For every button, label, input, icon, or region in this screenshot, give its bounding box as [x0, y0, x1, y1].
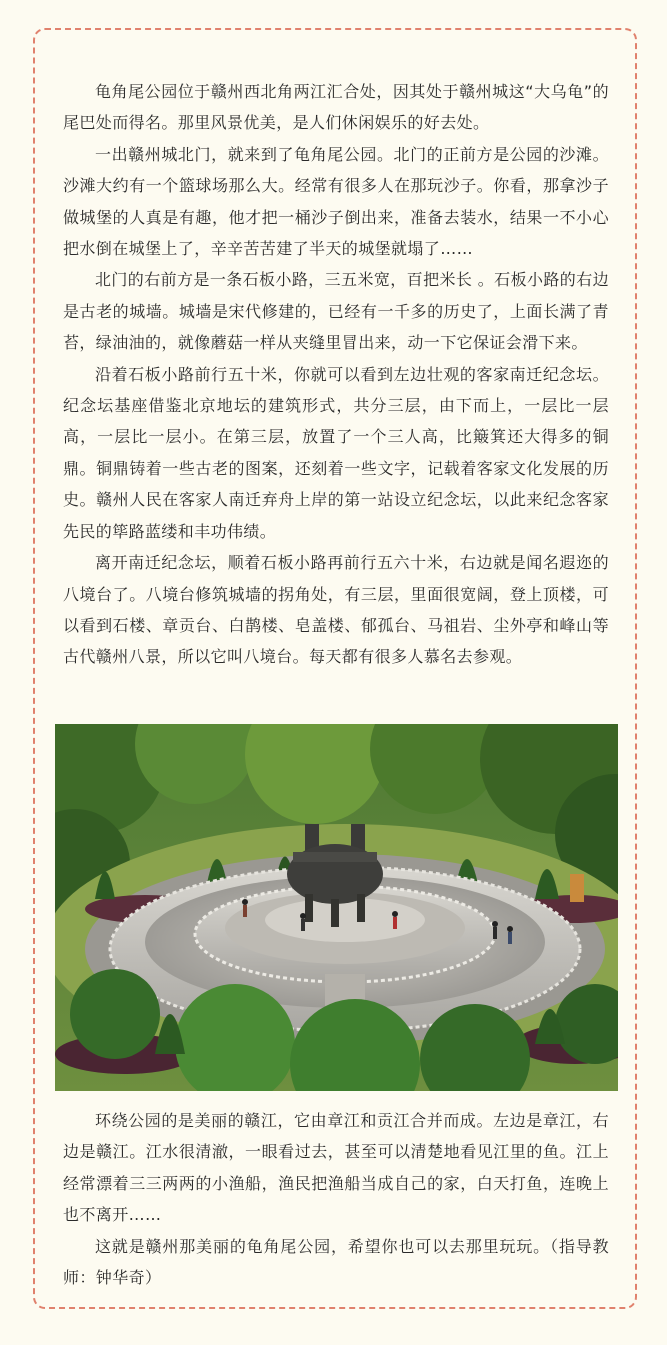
paragraph-conclusion: 这就是赣州那美丽的龟角尾公园，希望你也可以去那里玩玩。（指导教师：钟华奇） — [63, 1236, 609, 1288]
paragraph-beach: 一出赣州城北门，就来到了龟角尾公园。北门的正前方是公园的沙滩。沙滩大约有一个篮球场那么大。经常有很多人在那玩沙子。你看，那拿沙子做城堡的人真是有趣，他才把一桶沙子倒出来，准备去装水，结果一不小心把水倒在城堡上了，辛辛苦苦建了半天的城堡就塌了…… — [63, 144, 609, 259]
article-body-bottom — [63, 1105, 609, 1293]
paragraph-stone-path: 北门的右前方是一条石板小路，三五米宽，百把米长 。石板小路的右边是古老的城墙。城墙是宋代修建的，已经有一千多的历史了，上面长满了青苔，绿油油的，就像蘑菇一样从夹缝里冒出来，动一下它保证会滑下来。 — [63, 270, 609, 353]
paragraph-memorial-altar: 沿着石板小路前行五十米，你就可以看到左边壮观的客家南迁纪念坛。纪念坛基座借鉴北京地坛的建筑形式，共分三层，由下而上，一层比一层高，一层比一层小。在第三层，放置了一个三人高，比簸箕还大得多的铜鼎。铜鼎铸着一些古老的图案，还刻着一些文字，记载着客家文化发展的历史。赣州人民在客家人南迁弃舟上岸的第一站设立纪念坛，以此来纪念客家先民的筚路蓝缕和丰功伟绩。 — [63, 364, 609, 541]
paragraph-bajing-tower: 离开南迁纪念坛，顺着石板小路再前行五六十米，右边就是闻名遐迩的八境台了。八境台修筑城墙的拐角处，有三层，里面很宽阔，登上顶楼，可以看到石楼、章贡台、白鹊楼、皂盖楼、郁孤台、马祖岩、尘外亭和峰山等古代赣州八景，所以它叫八境台。每天都有很多人慕名去参观。 — [63, 553, 609, 667]
paragraph-intro: 龟角尾公园位于赣州西北角两江汇合处，因其处于赣州城这“大乌龟”的尾巴处而得名。那里风景优美，是人们休闲娱乐的好去处。 — [63, 82, 609, 133]
park-photo — [55, 724, 618, 1091]
article-body-top — [63, 76, 609, 673]
paragraph-ganjiang-river: 环绕公园的是美丽的赣江，它由章江和贡江合并而成。左边是章江，右边是赣江。江水很清澈，一眼看过去，甚至可以清楚地看见江里的鱼。江上经常漂着三三两两的小渔船，渔民把渔船当成自己的家，白天打鱼，连晚上也不离开…… — [63, 1111, 609, 1225]
